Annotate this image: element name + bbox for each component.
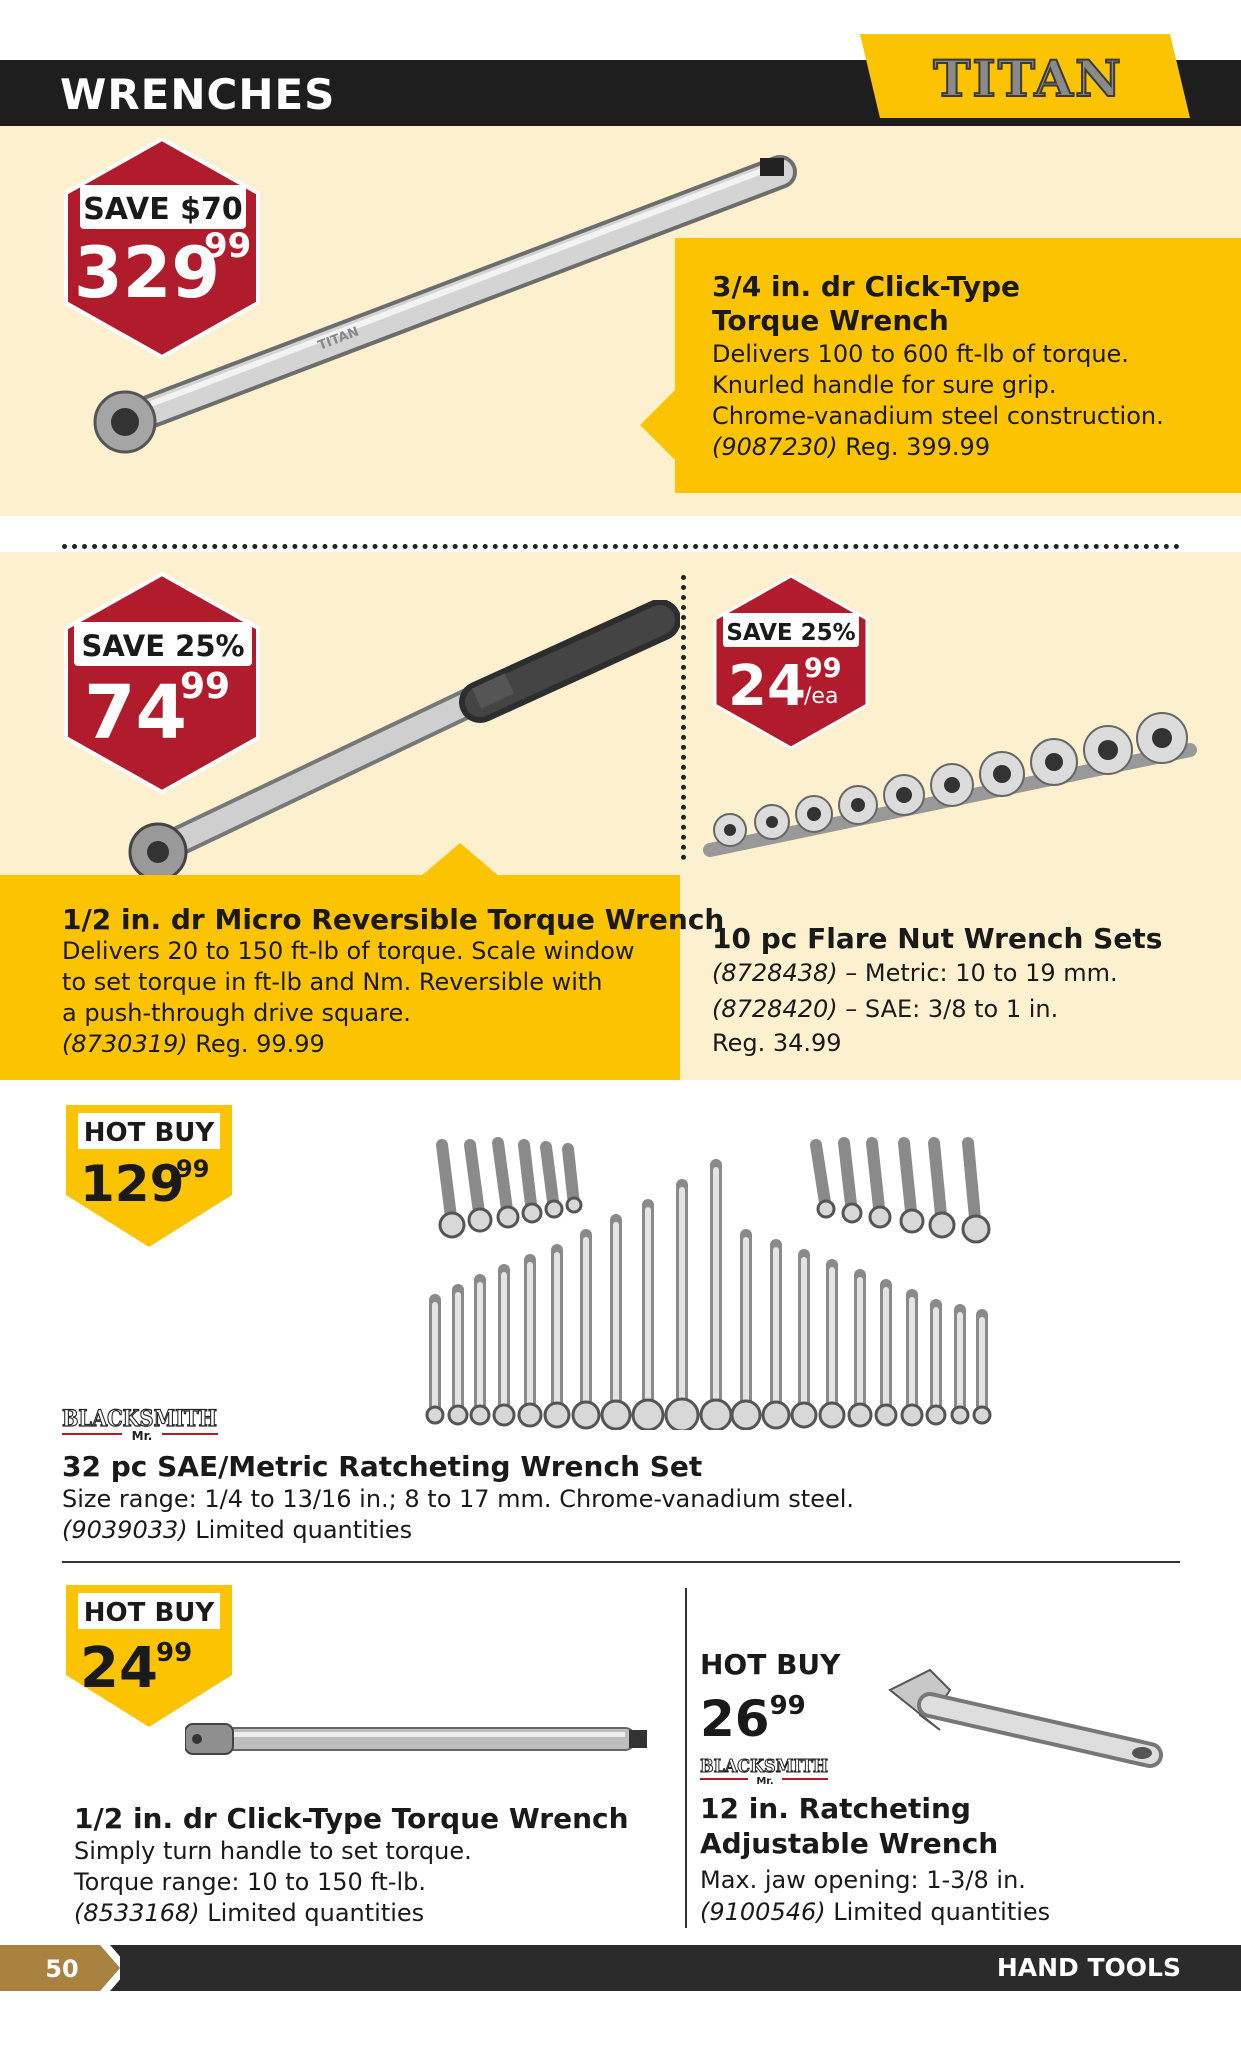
svg-text:TITAN: TITAN [316, 324, 362, 354]
ratchet-set-price-cents: 99 [176, 1155, 210, 1183]
torque34-title-2: Torque Wrench [712, 304, 949, 337]
torque34-save: SAVE $70 [83, 192, 243, 227]
torque34-desc-2: Knurled handle for sure grip. [712, 371, 1057, 399]
flare-sku-2: (8728420) [712, 995, 838, 1023]
click12-price-tag [66, 1585, 232, 1727]
micro-price-main: 74 [84, 670, 187, 756]
adjustable-price-main: 26 [700, 1690, 770, 1748]
click12-note: Limited quantities [207, 1899, 425, 1927]
click12-sku-line [74, 1898, 424, 1929]
micro-sku-line [62, 1029, 325, 1060]
click12-desc-1: Simply turn handle to set torque. [74, 1837, 472, 1865]
ratchet-set-brand: BLACKSMITH [62, 1406, 217, 1432]
flare-line-1 [712, 958, 1118, 989]
torque34-price-cents: 99 [204, 226, 252, 266]
micro-reg: Reg. 99.99 [195, 1030, 325, 1058]
micro-desc-2: to set torque in ft-lb and Nm. Reversible with [62, 968, 603, 996]
torque34-desc-3: Chrome-vanadium steel construction. [712, 402, 1164, 430]
micro-box-pointer [420, 843, 500, 877]
flare-title: 10 pc Flare Nut Wrench Sets [712, 922, 1163, 955]
click12-price-main: 24 [80, 1636, 158, 1701]
page-number-tab [0, 1945, 120, 1991]
ratchet-set-price-tag [66, 1105, 232, 1247]
adjustable-title-1: 12 in. Ratcheting [700, 1792, 971, 1825]
click12-badge: HOT BUY [83, 1598, 215, 1628]
click12-wrench-image [185, 1710, 655, 1770]
adjustable-title-2: Adjustable Wrench [700, 1827, 999, 1860]
dotted-divider [62, 544, 1180, 549]
adjustable-desc: Max. jaw opening: 1-3/8 in. [700, 1866, 1026, 1894]
flare-metric: – Metric: 10 to 19 mm. [845, 959, 1118, 987]
click12-sku: (8533168) [74, 1899, 200, 1927]
adjustable-wrench-image [880, 1660, 1170, 1780]
torque34-wrench-image [70, 150, 800, 470]
flare-sae: – SAE: 3/8 to 1 in. [845, 995, 1059, 1023]
ratchet-set-price-main: 129 [80, 1155, 185, 1213]
ratchet-set-title: 32 pc SAE/Metric Ratcheting Wrench Set [62, 1450, 703, 1483]
dotted-divider-vertical [681, 575, 686, 860]
flare-wrench-image [690, 700, 1200, 880]
adjustable-sku: (9100546) [700, 1898, 826, 1926]
torque34-sku: (9087230) [712, 433, 838, 461]
flare-price-main: 24 [728, 654, 806, 719]
adjustable-badge: HOT BUY [700, 1648, 841, 1681]
torque34-price-main: 329 [74, 232, 221, 314]
ratchet-set-sku-line [62, 1515, 412, 1546]
micro-price-tag [62, 570, 262, 796]
titan-logo [860, 34, 1190, 118]
adjustable-brand-logo [700, 1750, 830, 1786]
adjustable-price-cents: 99 [769, 1691, 806, 1721]
flare-save: SAVE 25% [726, 620, 856, 646]
ratchet-set-brand-logo [62, 1400, 222, 1442]
click12-price-cents: 99 [156, 1638, 193, 1668]
section-name: HAND TOOLS [996, 1953, 1181, 1982]
adjustable-brand: BLACKSMITH [700, 1756, 828, 1777]
flare-sku-1: (8728438) [712, 959, 838, 987]
vertical-divider [685, 1588, 687, 1928]
adjustable-brand-sub: Mr. [756, 1776, 774, 1786]
ratchet-set-note: Limited quantities [195, 1516, 413, 1544]
micro-price-cents: 99 [180, 666, 231, 707]
click12-title: 1/2 in. dr Click-Type Torque Wrench [74, 1802, 629, 1835]
micro-desc-1: Delivers 20 to 150 ft-lb of torque. Scale window [62, 937, 635, 965]
page-title: WRENCHES [60, 70, 336, 119]
section-divider [62, 1561, 1180, 1563]
titan-logo-text: TITAN [933, 49, 1123, 108]
micro-title: 1/2 in. dr Micro Reversible Torque Wrench [62, 903, 725, 936]
click12-desc-2: Torque range: 10 to 150 ft-lb. [74, 1868, 427, 1896]
flare-price-cents: 99 [804, 653, 842, 684]
adjustable-note: Limited quantities [833, 1898, 1051, 1926]
torque34-desc-1: Delivers 100 to 600 ft-lb of torque. [712, 340, 1129, 368]
torque34-reg: Reg. 399.99 [845, 433, 991, 461]
adjustable-price [700, 1678, 806, 1747]
page-number: 50 [45, 1955, 79, 1983]
ratchet-set-badge: HOT BUY [83, 1118, 215, 1148]
flare-line-2 [712, 994, 1058, 1025]
flare-unit: /ea [804, 684, 839, 709]
torque34-sku-line [712, 432, 990, 463]
micro-sku: (8730319) [62, 1030, 188, 1058]
ratchet-set-brand-sub: Mr. [131, 1429, 153, 1442]
micro-desc-3: a push-through drive square. [62, 999, 411, 1027]
adjustable-sku-line [700, 1897, 1050, 1928]
flare-reg: Reg. 34.99 [712, 1029, 842, 1057]
micro-save: SAVE 25% [81, 629, 245, 663]
ratchet-set-image [420, 1125, 1010, 1430]
torque34-title-1: 3/4 in. dr Click-Type [712, 270, 1020, 303]
ratchet-set-sku: (9039033) [62, 1516, 188, 1544]
ratchet-set-desc: Size range: 1/4 to 13/16 in.; 8 to 17 mm. Chrome-vanadium steel. [62, 1485, 855, 1513]
